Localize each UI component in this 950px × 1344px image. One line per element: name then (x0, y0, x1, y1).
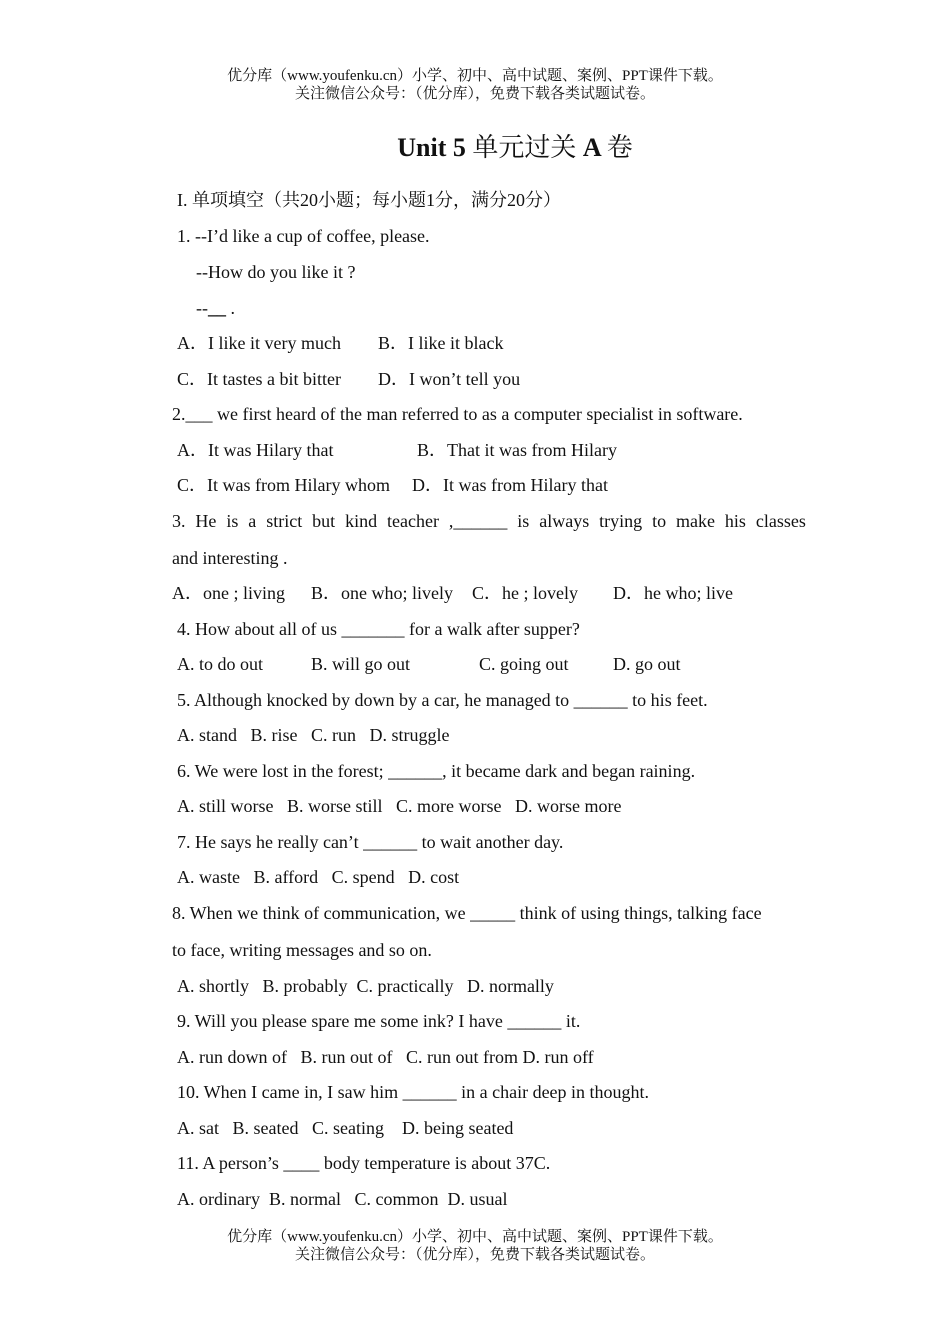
q1-dash: -- (196, 298, 208, 318)
q3-line2: and interesting . (172, 548, 288, 568)
q1-end: . (226, 298, 235, 318)
q1-stem: 1. --I’d like a cup of coffee, please. (177, 226, 430, 246)
q3-option-c[interactable]: C．he ; lovely (472, 583, 578, 603)
q6-options[interactable]: A. still worse B. worse still C. more worse D. worse more (177, 796, 622, 816)
q7-stem: 7. He says he really can’t ______ to wait another day. (177, 832, 564, 852)
q4-option-c[interactable]: C. going out (479, 654, 569, 674)
footer-line-1: 优分库（www.youfenku.cn）小学、初中、高中试题、案例、PPT课件下载。 (227, 1229, 723, 1245)
word: is (517, 511, 530, 531)
q1-option-d[interactable]: D．I won’t tell you (378, 369, 521, 389)
q2-option-b[interactable]: B．That it was from Hilary (417, 440, 617, 460)
word: his (724, 511, 746, 531)
word: classes (755, 511, 806, 531)
q11-options[interactable]: A. ordinary B. normal C. common D. usual (177, 1189, 508, 1209)
q2-stem: 2.___ we first heard of the man referred to as a computer specialist in software. (172, 404, 743, 424)
section-heading: I. 单项填空（共20小题；每小题1分，满分20分） (177, 190, 561, 210)
q8-options[interactable]: A. shortly B. probably C. practically D. normally (177, 976, 554, 996)
q10-options[interactable]: A. sat B. seated C. seating D. being seated (177, 1118, 514, 1138)
q6-stem: 6. We were lost in the forest; ______, it became dark and began raining. (177, 761, 696, 781)
word: He (195, 511, 217, 531)
q5-stem: 5. Although knocked by down by a car, he managed to ______ to his feet. (177, 690, 708, 710)
q1-blank: __ (208, 298, 226, 318)
header-line-1: 优分库（www.youfenku.cn）小学、初中、高中试题、案例、PPT课件下载。 (227, 68, 723, 84)
title-a: A (576, 133, 607, 162)
q2-option-a[interactable]: A．It was Hilary that (177, 440, 334, 460)
q3-option-b[interactable]: B．one who; lively (311, 583, 453, 603)
page-footer (0, 1228, 950, 1264)
q2-option-d[interactable]: D．It was from Hilary that (412, 475, 608, 495)
q9-stem: 9. Will you please spare me some ink? I have ______ it. (177, 1011, 581, 1031)
q1-option-a[interactable]: A．I like it very much (177, 333, 341, 353)
q5-options[interactable]: A. stand B. rise C. run D. struggle (177, 725, 450, 745)
q11-stem: 11. A person’s ____ body temperature is about 37C. (177, 1153, 551, 1173)
word: always (539, 511, 590, 531)
q8-stem: 8. When we think of communication, we _____ think of using things, talking face (172, 903, 762, 923)
q1-line3 (196, 297, 235, 319)
q4-option-a[interactable]: A. to do out (177, 654, 264, 674)
q2-option-c[interactable]: C．It was from Hilary whom (177, 475, 390, 495)
word: a (248, 511, 257, 531)
title-juan: 卷 (606, 133, 633, 162)
q3-option-d[interactable]: D．he who; live (613, 583, 733, 603)
q8-line2: to face, writing messages and so on. (172, 940, 432, 960)
q10-stem: 10. When I came in, I saw him ______ in a chair deep in thought. (177, 1082, 650, 1102)
q1-line2: --How do you like it ? (196, 262, 356, 282)
word: is (226, 511, 239, 531)
word: kind (345, 511, 378, 531)
q1-option-c[interactable]: C．It tastes a bit bitter (177, 369, 341, 389)
title-cjk: 单元过关 (472, 133, 577, 162)
q1-option-b[interactable]: B．I like it black (378, 333, 504, 353)
q3-option-a[interactable]: A．one ; living (172, 583, 285, 603)
word: trying (599, 511, 643, 531)
word: teacher (387, 511, 439, 531)
q3-stem (172, 510, 806, 532)
q9-options[interactable]: A. run down of B. run out of C. run out from D. run off (177, 1047, 594, 1067)
q7-options[interactable]: A. waste B. afford C. spend D. cost (177, 867, 460, 887)
q4-option-d[interactable]: D. go out (613, 654, 681, 674)
header-line-2: 关注微信公众号：（优分库），免费下载各类试题试卷。 (294, 86, 655, 102)
word: to (652, 511, 667, 531)
word: make (676, 511, 715, 531)
q4-option-b[interactable]: B. will go out (311, 654, 411, 674)
word: but (312, 511, 336, 531)
title-unit: Unit 5 (397, 133, 473, 162)
q4-stem: 4. How about all of us _______ for a walk after supper? (177, 619, 580, 639)
word: 3. (172, 511, 186, 531)
page-header (0, 67, 950, 103)
word: ,______ (448, 511, 508, 531)
footer-line-2: 关注微信公众号：（优分库），免费下载各类试题试卷。 (294, 1247, 655, 1263)
page-title (0, 132, 950, 164)
word: strict (266, 511, 303, 531)
